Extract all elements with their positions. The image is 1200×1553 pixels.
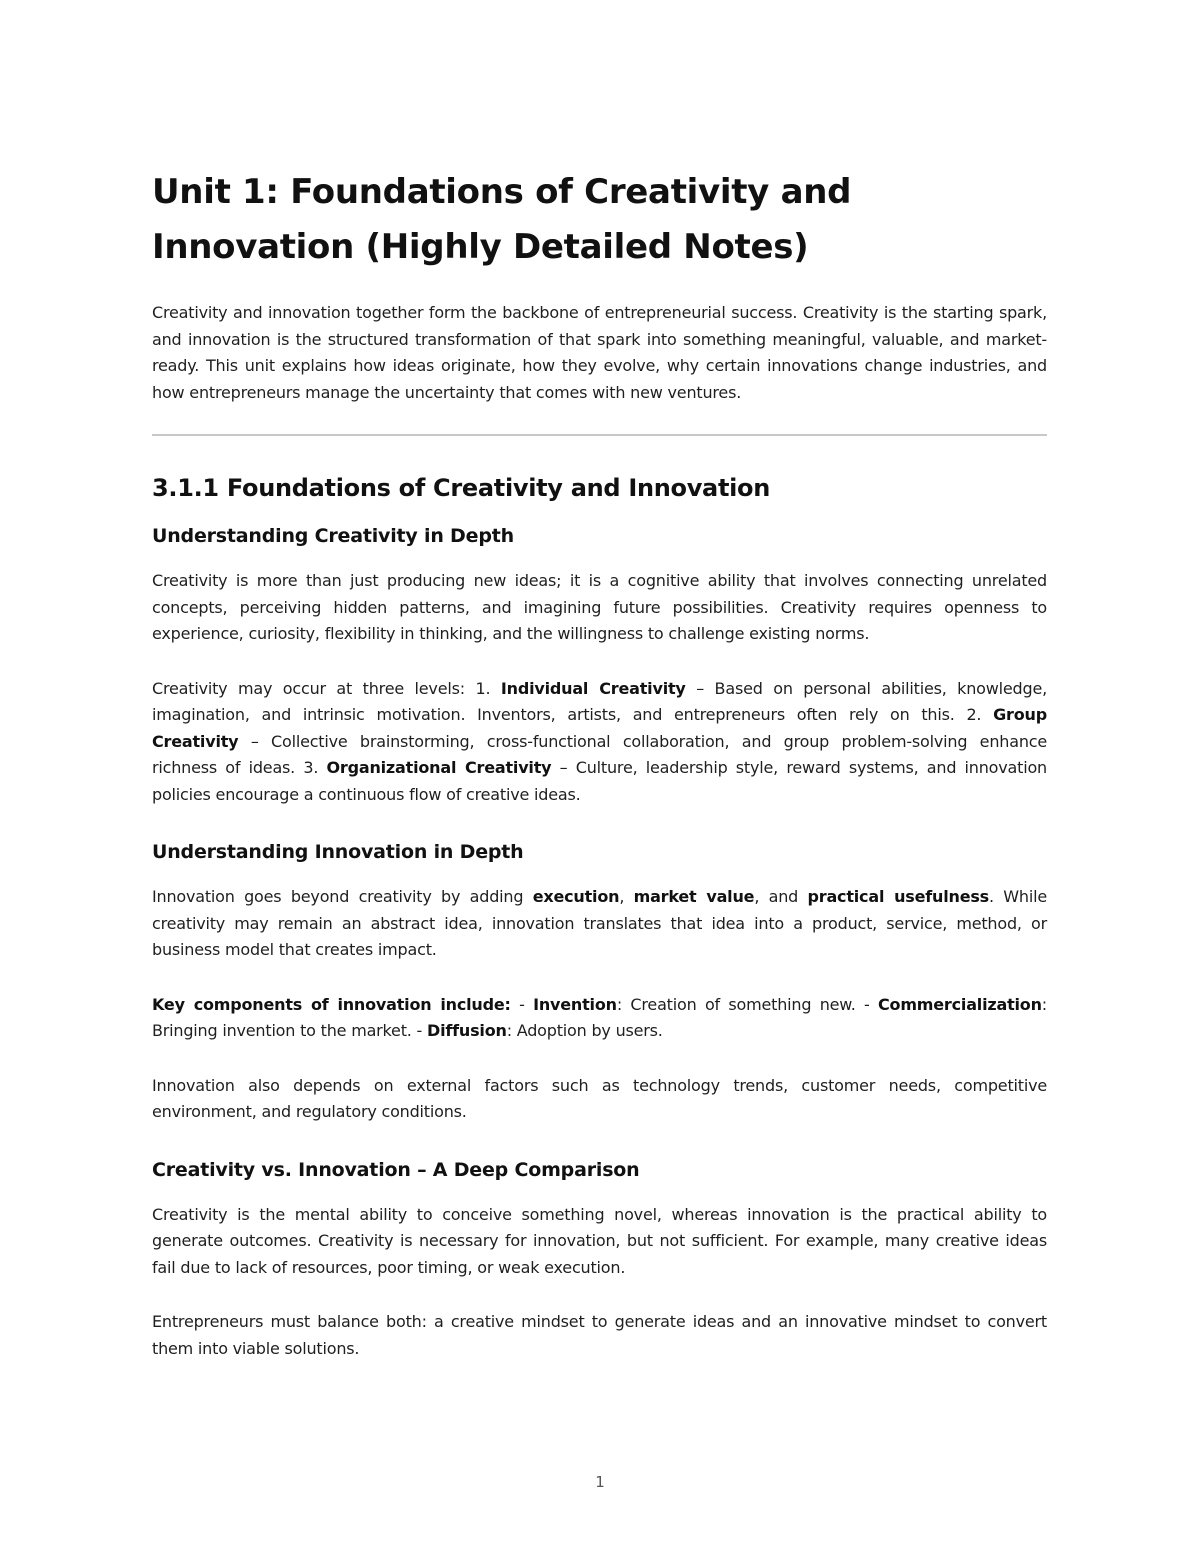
execution-term: execution [532,887,620,906]
comparison-heading: Creativity vs. Innovation – A Deep Comparison [152,1158,640,1181]
intro-paragraph: Creativity and innovation together form the backbone of entrepreneurial success. Creativity is the starting spark, and innovation is the structured transformation of that spark into something meaningful, valuable, and market-ready. This unit explains how ideas originate, how they evolve, why certain innovations change industries, and how entrepreneurs manage the uncertainty that comes with new ventures. [152,303,1047,402]
innovation-text-a: Innovation goes beyond creativity by adding [152,887,533,906]
group-creativity-text: – Collective brainstorming, cross-functional collaboration, and group problem-solving enhance richness of ideas. 3. [152,731,1047,777]
section-divider [152,434,1047,436]
innovation-paragraph [152,884,1047,964]
market-value-term: market value [633,887,755,906]
innovation-heading: Understanding Innovation in Depth [152,841,524,863]
invention-term: Invention [533,994,617,1014]
document-page [152,165,1047,1362]
innovation-text-e: . While creativity may remain an abstract idea, innovation translates that idea into a product, service, method, or business model that creates impact. [152,887,1047,959]
section-heading: 3.1.1 Foundations of Creativity and Innovation [152,474,771,502]
group-creativity-term: Group Creativity [152,705,1047,751]
innovation-text-d: , and [754,887,808,906]
levels-intro-text: Creativity may occur at three levels: 1. [152,678,501,698]
comparison-paragraph-2: Entrepreneurs must balance both: a creative mindset to generate ideas and an innovative mindset to convert them into viable solutions. [152,1312,1047,1358]
diffusion-term: Diffusion [427,1021,507,1040]
comparison-paragraph-1: Creativity is the mental ability to conceive something novel, whereas innovation is the practical ability to generate outcomes. Creativity is necessary for innovation, but not sufficient. For example, many creative ideas fail due to lack of resources, poor timing, or weak execution. [152,1204,1047,1277]
document-title: Unit 1: Foundations of Creativity and Innovation (Highly Detailed Notes) [152,172,852,267]
external-factors-paragraph: Innovation also depends on external factors such as technology trends, customer needs, competitive environment, and regulatory conditions. [152,1075,1047,1121]
practical-usefulness-term: practical usefulness [807,887,989,906]
creativity-heading: Understanding Creativity in Depth [152,525,514,547]
diffusion-text: : Adoption by users. [506,1021,663,1040]
creativity-levels-paragraph [152,676,1047,809]
individual-creativity-term: Individual Creativity [500,678,686,698]
organizational-creativity-term: Organizational Creativity [326,758,552,777]
commercialization-text: : Bringing invention to the market. - [152,994,1047,1040]
creativity-paragraph: Creativity is more than just producing new ideas; it is a cognitive ability that involves connecting unrelated concepts, perceiving hidden patterns, and imagining future possibilities. Creativity requires openness to experience, curiosity, flexibility in thinking, and the willingness to challenge existing norms. [152,571,1047,643]
key-components-label: Key components of innovation include: [152,994,511,1014]
organizational-creativity-text: – Culture, leadership style, reward systems, and innovation policies encourage a continuous flow of creative ideas. [152,758,1047,804]
page-number: 1 [595,1473,605,1491]
commercialization-term: Commercialization [878,994,1042,1014]
invention-text: : Creation of something new. - [616,994,878,1014]
key-components-paragraph [152,992,1047,1045]
individual-creativity-text: – Based on personal abilities, knowledge, imagination, and intrinsic motivation. Inventors, artists, and entrepreneurs often rely on this. 2. [152,678,1047,724]
key-components-sep: - [510,994,534,1014]
innovation-text-c: , [619,887,634,906]
